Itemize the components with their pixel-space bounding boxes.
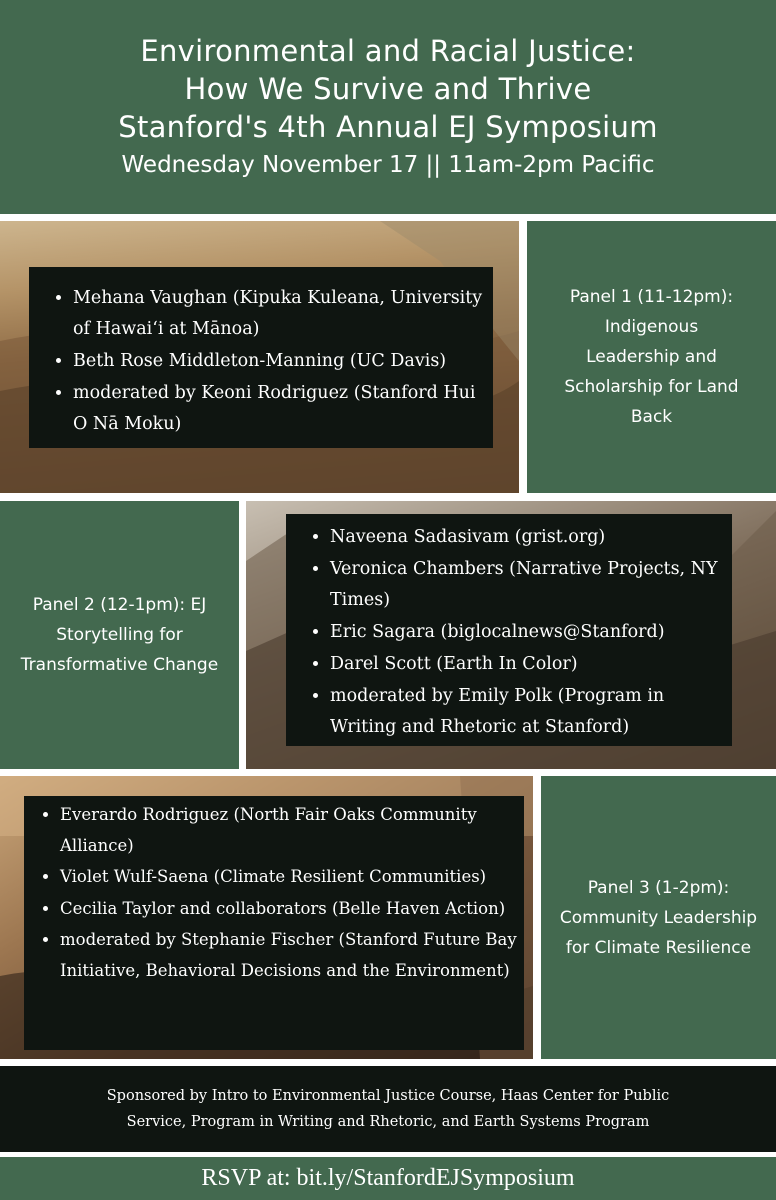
list-item: • Beth Rose Middleton-Manning (UC Davis) (73, 346, 493, 377)
rsvp-banner (0, 1157, 776, 1200)
panel3-title: Panel 3 (1-2pm): Community Leadership for Climate Resilience (559, 877, 758, 958)
list-item: • Everardo Rodriguez (North Fair Oaks Community Alliance) (60, 800, 524, 861)
panel3-speakers-box (24, 796, 524, 1050)
rsvp-link[interactable]: RSVP at: bit.ly/StanfordEJSymposium (201, 1165, 575, 1191)
sponsors-text: Sponsored by Intro to Environmental Justice Course, Haas Center for Public Service, Program in Writing and Rhetoric, and Earth Systems Program (106, 1088, 670, 1130)
list-item: • Violet Wulf-Saena (Climate Resilient Communities) (60, 862, 524, 893)
panel1-title-card (527, 221, 776, 493)
list-item: • moderated by Stephanie Fischer (Stanford Future Bay Initiative, Behavioral Decisions and the Environment) (60, 925, 524, 986)
panel3-speaker-list (24, 800, 524, 986)
sponsors-banner (0, 1066, 776, 1152)
list-item: • Darel Scott (Earth In Color) (330, 649, 732, 680)
panel2-speakers-box (286, 514, 732, 746)
panel2-title: Panel 2 (12-1pm): EJ Storytelling for Transformative Change (20, 595, 219, 675)
title-line-2: How We Survive and Thrive (184, 72, 592, 106)
list-item: • Eric Sagara (biglocalnews@Stanford) (330, 617, 732, 648)
panel1-title: Panel 1 (11-12pm): Indigenous Leadership and Scholarship for Land Back (564, 287, 739, 427)
title-line-3: Stanford's 4th Annual EJ Symposium (118, 110, 658, 144)
list-item: • moderated by Keoni Rodriguez (Stanford Hui O Nā Moku) (73, 378, 493, 440)
list-item: • Mehana Vaughan (Kipuka Kuleana, University of Hawaiʻi at Mānoa) (73, 283, 493, 345)
event-date: Wednesday November 17 || 11am-2pm Pacific (121, 152, 655, 178)
list-item: • Veronica Chambers (Narrative Projects, NY Times) (330, 554, 732, 616)
panel3-title-card (541, 776, 776, 1059)
list-item: • Cecilia Taylor and collaborators (Belle Haven Action) (60, 894, 524, 925)
title-line-1: Environmental and Racial Justice: (140, 34, 636, 68)
list-item: • moderated by Emily Polk (Program in Writing and Rhetoric at Stanford) (330, 681, 732, 743)
list-item: • Naveena Sadasivam (grist.org) (330, 522, 732, 553)
panel1-speakers-box (29, 267, 493, 448)
header (0, 0, 776, 214)
panel2-title-card (0, 501, 239, 769)
panel2-speaker-list (286, 522, 732, 743)
panel1-speaker-list (29, 283, 493, 440)
